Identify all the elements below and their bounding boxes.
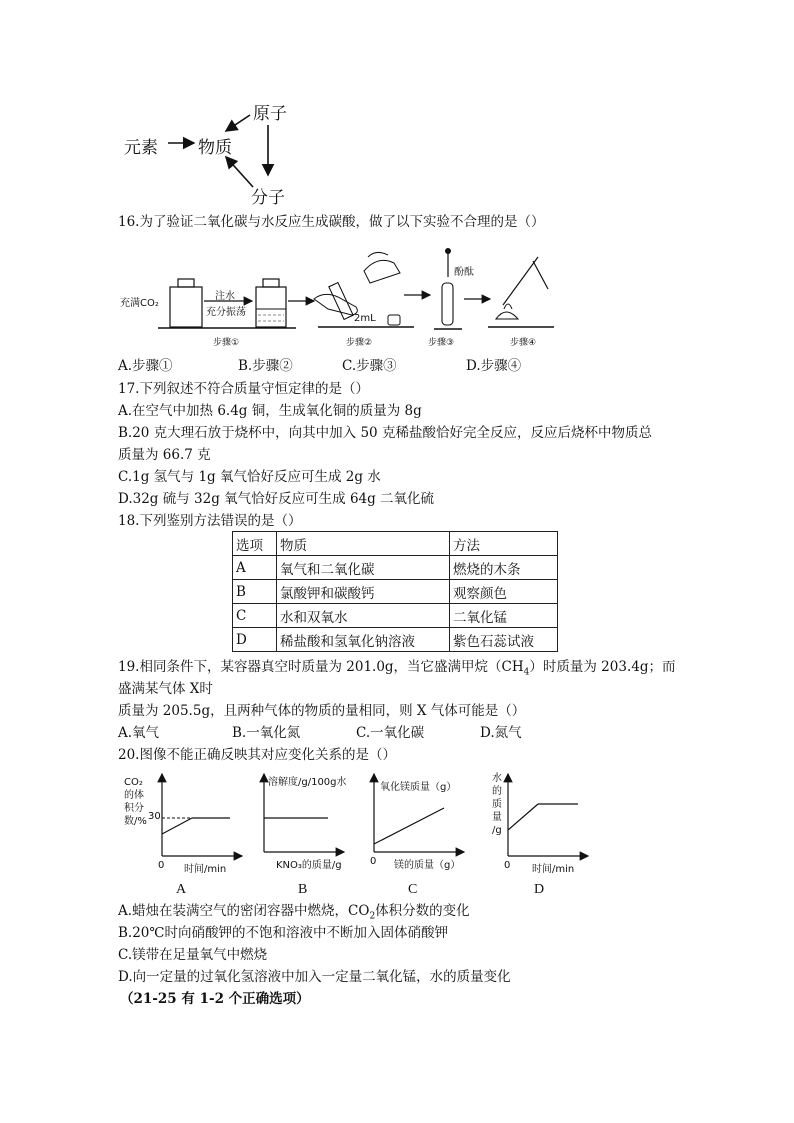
q19-stem-line3: 质量为 205.5g，且两种气体的物质的量相同，则 X 气体可能是（） (118, 703, 526, 719)
graph-a-origin: 0 (158, 860, 165, 871)
section-note: （21-25 有 1-2 个正确选项） (120, 991, 310, 1007)
q17-option-d[interactable]: D.32g 硫与 32g 氧气恰好反应可生成 64g 二氧化硫 (118, 491, 435, 507)
graph-c-xlabel: 镁的质量（g） (394, 860, 461, 871)
q20-graph-lines (118, 768, 598, 898)
graph-d-xlabel: 时间/min (532, 864, 575, 875)
table-cell: 观察颜色 (450, 580, 558, 604)
q19-option-a[interactable]: A.氧气 (118, 725, 160, 741)
q16-experiment-figure (118, 243, 558, 353)
table-row (233, 628, 558, 652)
q16-option-a[interactable]: A.步骤① (118, 358, 173, 374)
graph-a-ylabel-4: 数/% (124, 816, 147, 827)
table-cell: 紫色石蕊试液 (450, 628, 558, 652)
graph-a-ylabel-1: CO₂ (124, 777, 143, 788)
q20-stem: 20.图像不能正确反映其对应变化关系的是（） (118, 747, 396, 763)
q20-option-c[interactable]: C.镁带在足量氧气中燃烧 (118, 947, 268, 963)
q17-option-c[interactable]: C.1g 氢气与 1g 氧气恰好反应可生成 2g 水 (118, 469, 381, 485)
graph-b-ylabel: 溶解度/g/100g水 (268, 777, 347, 788)
graph-d-ylabel-3: 质 (492, 799, 502, 810)
q19-text-b: ）时质量为 203.4g；而 (529, 659, 676, 675)
q16-apparatus-drawing (118, 243, 558, 353)
q20-option-a-text2: 体积分数的变化 (375, 903, 470, 919)
q17-option-b-line2[interactable]: 质量为 66.7 克 (118, 447, 211, 463)
table-header: 方法 (450, 532, 558, 556)
q19-text-a: 19.相同条件下，某容器真空时质量为 201.0g，当它盛满甲烷（CH (118, 659, 524, 675)
concept-diagram (118, 95, 318, 207)
table-row (233, 604, 558, 628)
graph-d-ylabel-1: 水 (492, 773, 502, 784)
table-header-row (233, 532, 558, 556)
diagram-atom: 原子 (253, 104, 287, 124)
step3-label: 步骤③ (428, 338, 455, 348)
table-cell: C (233, 604, 277, 628)
q19-option-c[interactable]: C.一氧化碳 (356, 725, 425, 741)
graph-c-ylabel: 氧化镁质量（g） (380, 782, 457, 793)
q16-option-d[interactable]: D.步骤④ (466, 358, 522, 374)
table-cell: 氧气和二氧化碳 (277, 556, 450, 580)
table-cell: 水和双氧水 (277, 604, 450, 628)
arrow-label-top: 注水 (215, 291, 235, 302)
q17-stem: 17.下列叙述不符合质量守恒定律的是（） (118, 381, 369, 397)
graph-a-letter: A (176, 882, 187, 897)
table-cell: 燃烧的木条 (450, 556, 558, 580)
q16-stem: 16.为了验证二氧化碳与水反应生成碳酸，做了以下实验不合理的是（） (118, 214, 545, 230)
graph-b-letter: B (298, 882, 308, 897)
table-row (233, 580, 558, 604)
graph-d-letter: D (534, 882, 545, 897)
graph-d-ylabel-2: 的 (492, 786, 502, 797)
graph-a-ylabel (124, 776, 147, 828)
graph-d-origin: 0 (504, 860, 511, 871)
table-cell: D (233, 628, 277, 652)
diagram-substance: 物质 (198, 138, 232, 158)
graph-b-xlabel: KNO₃的质量/g (276, 860, 342, 871)
table-row (233, 556, 558, 580)
q20-option-b[interactable]: B.20℃时向硝酸钾的不饱和溶液中不断加入固体硝酸钾 (118, 925, 448, 941)
q18-stem: 18.下列鉴别方法错误的是（） (118, 513, 302, 529)
table-cell: A (233, 556, 277, 580)
step2-label: 步骤② (346, 338, 373, 348)
table-header: 物质 (277, 532, 450, 556)
table-cell: B (233, 580, 277, 604)
table-cell: 氯酸钾和碳酸钙 (277, 580, 450, 604)
diagram-molecule: 分子 (251, 188, 285, 208)
table-cell: 稀盐酸和氢氧化钠溶液 (277, 628, 450, 652)
graph-c-origin: 0 (370, 856, 377, 867)
q19-subscript: 4 (523, 667, 530, 678)
graph-d-ylabel-5: /g (492, 825, 502, 836)
q20-option-a[interactable] (118, 902, 470, 926)
q19-stem-line2: 盛满某气体 X时 (118, 681, 213, 697)
q19-option-b[interactable]: B.一氧化氮 (232, 725, 301, 741)
diagram-element: 元素 (124, 138, 158, 158)
co2-label: 充满CO₂ (120, 298, 159, 309)
q20-option-a-subscript: 2 (369, 911, 376, 922)
graph-c-letter: C (408, 882, 418, 897)
q19-option-d[interactable]: D.氮气 (480, 725, 522, 741)
volume-label: 2mL (354, 313, 376, 324)
q18-table (232, 531, 558, 652)
q20-option-a-text1: A.蜡烛在装满空气的密闭容器中燃烧，CO (118, 903, 370, 919)
indicator-label: 酚酞 (454, 267, 474, 278)
q17-option-b-line1[interactable]: B.20 克大理石放于烧杯中，向其中加入 50 克稀盐酸恰好完全反应，反应后烧杯中物质总 (118, 425, 652, 441)
q19-stem-line1 (118, 658, 675, 682)
table-header: 选项 (233, 532, 277, 556)
step4-label: 步骤④ (510, 338, 537, 348)
graph-a-xlabel: 时间/min (184, 864, 227, 875)
q20-option-d[interactable]: D.向一定量的过氧化氢溶液中加入一定量二氧化锰，水的质量变化 (118, 969, 511, 985)
q17-option-a[interactable]: A.在空气中加热 6.4g 铜，生成氧化铜的质量为 8g (118, 403, 422, 419)
arrow-label-bottom: 充分振荡 (206, 307, 246, 318)
step1-label: 步骤① (213, 338, 240, 348)
graph-a-ylabel-3: 积分 (124, 803, 144, 814)
graph-d-ylabel-4: 量 (492, 812, 502, 823)
table-cell: 二氧化锰 (450, 604, 558, 628)
graph-d-ylabel (492, 772, 502, 837)
graph-a-ytick: 30 (148, 811, 161, 822)
graph-a-ylabel-2: 的体 (124, 790, 144, 801)
q16-option-b[interactable]: B.步骤② (238, 358, 293, 374)
q16-option-c[interactable]: C.步骤③ (342, 358, 397, 374)
q20-graphs (118, 768, 598, 898)
